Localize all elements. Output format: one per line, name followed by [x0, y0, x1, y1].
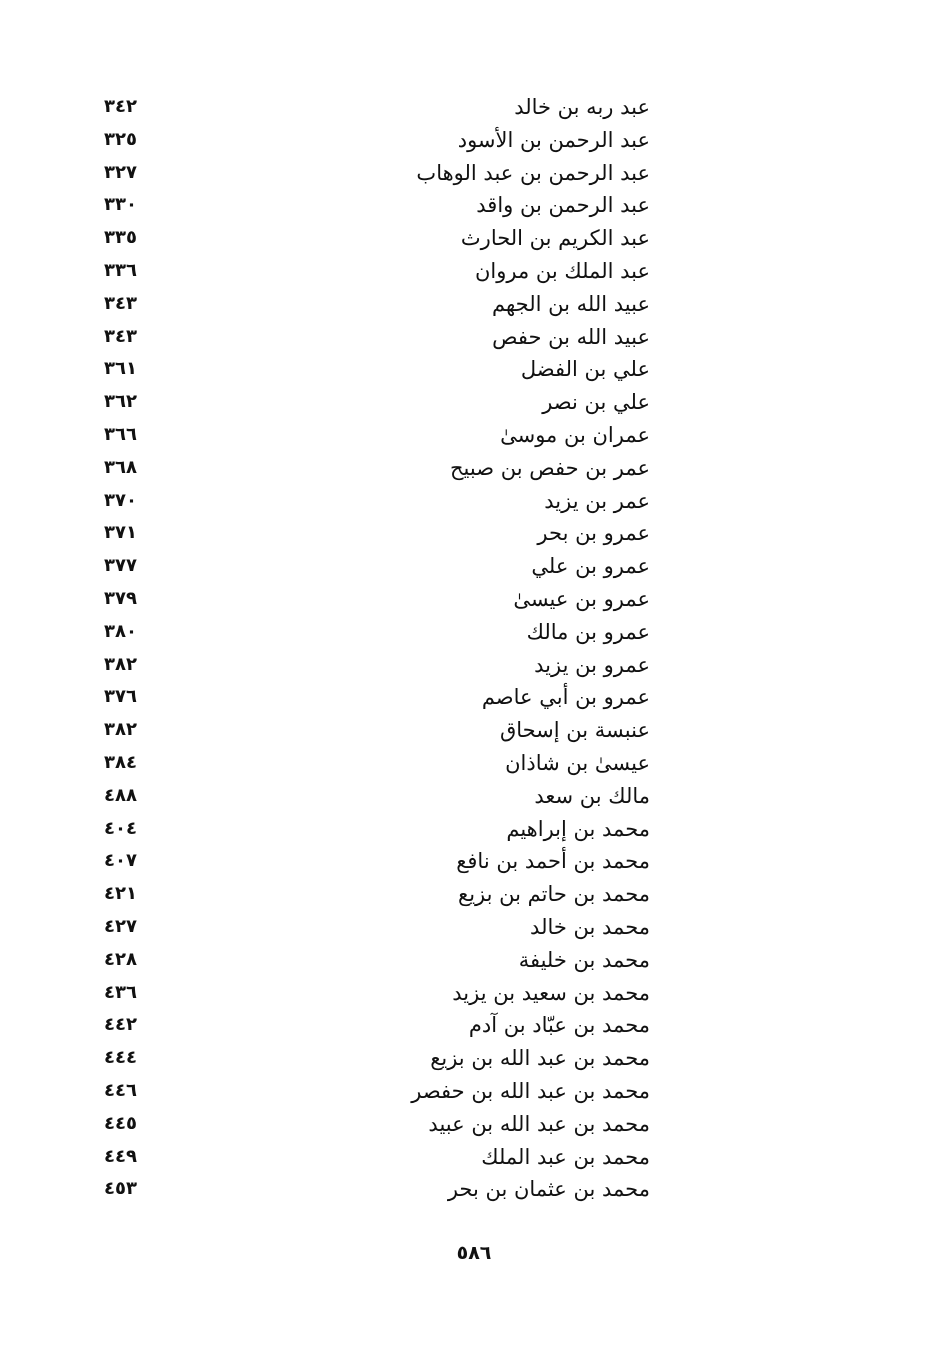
index-row — [0, 681, 948, 714]
index-row — [0, 583, 948, 616]
index-row — [0, 452, 948, 485]
name-index-list — [0, 91, 948, 1206]
entry-page-number: ٣٨٤ — [104, 751, 137, 773]
entry-page-number: ٤٤٤ — [104, 1047, 137, 1069]
entry-name: عنبسة بن إسحاق — [499, 718, 650, 743]
index-row — [0, 1042, 948, 1075]
entry-name: محمد بن خالد — [530, 914, 650, 939]
entry-name: محمد بن عبد الله بن حفصر — [411, 1078, 650, 1103]
entry-name: عبد ربه بن خالد — [514, 95, 650, 119]
entry-name: عمرو بن أبي عاصم — [481, 685, 650, 710]
index-row — [0, 911, 948, 944]
entry-page-number: ٣٧٩ — [104, 587, 137, 609]
entry-page-number: ٤٢٨ — [104, 948, 137, 970]
entry-page-number: ٣٨٢ — [104, 719, 137, 741]
entry-name: عبيد الله بن حفص — [492, 324, 650, 349]
index-row — [0, 222, 948, 255]
entry-name: عمر بن يزيد — [544, 488, 650, 513]
entry-name: عيسىٰ بن شاذان — [505, 750, 650, 775]
index-row — [0, 878, 948, 911]
entry-name: محمد بن إبراهيم — [506, 816, 650, 841]
entry-page-number: ٤٤٩ — [104, 1145, 137, 1167]
index-row — [0, 1108, 948, 1141]
entry-name: محمد بن عبد الله بن عبيد — [428, 1111, 650, 1136]
index-row — [0, 977, 948, 1010]
entry-page-number: ٣٤٣ — [104, 325, 137, 347]
entry-name: عمرو بن مالك — [526, 619, 650, 644]
entry-page-number: ٣٣٦ — [104, 259, 137, 281]
entry-page-number: ٣٦٦ — [104, 423, 137, 445]
entry-page-number: ٣٧٠ — [104, 489, 137, 511]
entry-name: محمد بن خليفة — [518, 947, 650, 972]
entry-name: عبد الملك بن مروان — [474, 258, 650, 283]
entry-name: علي بن نصر — [542, 390, 650, 415]
index-row — [0, 255, 948, 288]
index-row — [0, 189, 948, 222]
index-row — [0, 157, 948, 190]
entry-page-number: ٤٥٣ — [104, 1178, 137, 1200]
index-row — [0, 845, 948, 878]
entry-name: محمد بن عبد الله بن بزيع — [430, 1046, 650, 1071]
index-row — [0, 91, 948, 124]
entry-page-number: ٤٤٥ — [104, 1112, 137, 1134]
index-row — [0, 485, 948, 518]
index-row — [0, 517, 948, 550]
entry-page-number: ٣٦١ — [104, 358, 137, 380]
index-row — [0, 813, 948, 846]
index-row — [0, 616, 948, 649]
entry-page-number: ٣٤٣ — [104, 292, 137, 314]
index-row — [0, 124, 948, 157]
entry-name: محمد بن عبد الملك — [481, 1144, 650, 1169]
entry-page-number: ٣٨٠ — [104, 620, 137, 642]
index-row — [0, 1075, 948, 1108]
entry-page-number: ٣٣٥ — [104, 227, 137, 249]
entry-page-number: ٣٣٠ — [104, 194, 137, 216]
index-row — [0, 321, 948, 354]
entry-name: محمد بن أحمد بن نافع — [456, 849, 650, 874]
entry-page-number: ٣٧١ — [104, 522, 137, 544]
index-row — [0, 353, 948, 386]
entry-name: محمد بن سعيد بن يزيد — [452, 980, 650, 1005]
entry-page-number: ٣٧٧ — [104, 555, 137, 577]
index-row — [0, 386, 948, 419]
entry-name: عمرو بن علي — [531, 554, 650, 579]
entry-name: مالك بن سعد — [534, 783, 650, 808]
entry-page-number: ٣٨٢ — [104, 653, 137, 675]
page-number: ٥٨٦ — [456, 1242, 492, 1264]
index-row — [0, 649, 948, 682]
entry-page-number: ٣٦٢ — [104, 391, 137, 413]
entry-page-number: ٤٨٨ — [104, 784, 137, 806]
entry-page-number: ٤٠٤ — [104, 817, 137, 839]
entry-name: عبد الكريم بن الحارث — [460, 226, 650, 251]
entry-name: عمرو بن يزيد — [534, 652, 650, 677]
entry-name: عمرو بن بحر — [537, 521, 650, 546]
entry-page-number: ٤٣٦ — [104, 981, 137, 1003]
entry-page-number: ٤٤٢ — [104, 1014, 137, 1036]
index-row — [0, 550, 948, 583]
entry-page-number: ٤٠٧ — [104, 850, 137, 872]
entry-name: محمد بن عبّاد بن آدم — [468, 1013, 650, 1038]
index-row — [0, 419, 948, 452]
entry-page-number: ٤٢١ — [104, 883, 137, 905]
entry-name: عبد الرحمن بن الأسود — [457, 127, 650, 152]
entry-page-number: ٣٢٧ — [104, 161, 137, 183]
entry-name: عبد الرحمن بن عبد الوهاب — [416, 160, 650, 185]
entry-page-number: ٤٢٧ — [104, 915, 137, 937]
entry-page-number: ٣٦٨ — [104, 456, 137, 478]
entry-name: محمد بن حاتم بن بزيع — [458, 882, 650, 907]
entry-name: محمد بن عثمان بن بحر — [447, 1177, 650, 1202]
index-row — [0, 1141, 948, 1174]
index-row — [0, 747, 948, 780]
entry-page-number: ٣٤٢ — [104, 96, 137, 117]
entry-page-number: ٣٧٦ — [104, 686, 137, 708]
index-row — [0, 1009, 948, 1042]
index-row — [0, 780, 948, 813]
index-row — [0, 714, 948, 747]
entry-page-number: ٤٤٦ — [104, 1079, 137, 1101]
index-row — [0, 288, 948, 321]
entry-name: عمرو بن عيسىٰ — [513, 586, 650, 611]
entry-name: عبد الرحمن بن واقد — [476, 193, 650, 218]
entry-name: علي بن الفضل — [520, 357, 650, 382]
index-row — [0, 1173, 948, 1206]
index-row — [0, 944, 948, 977]
entry-page-number: ٣٢٥ — [104, 128, 137, 150]
entry-name: عمران بن موسىٰ — [500, 422, 650, 447]
entry-name: عبيد الله بن الجهم — [492, 291, 650, 316]
entry-name: عمر بن حفص بن صبيح — [449, 455, 650, 480]
